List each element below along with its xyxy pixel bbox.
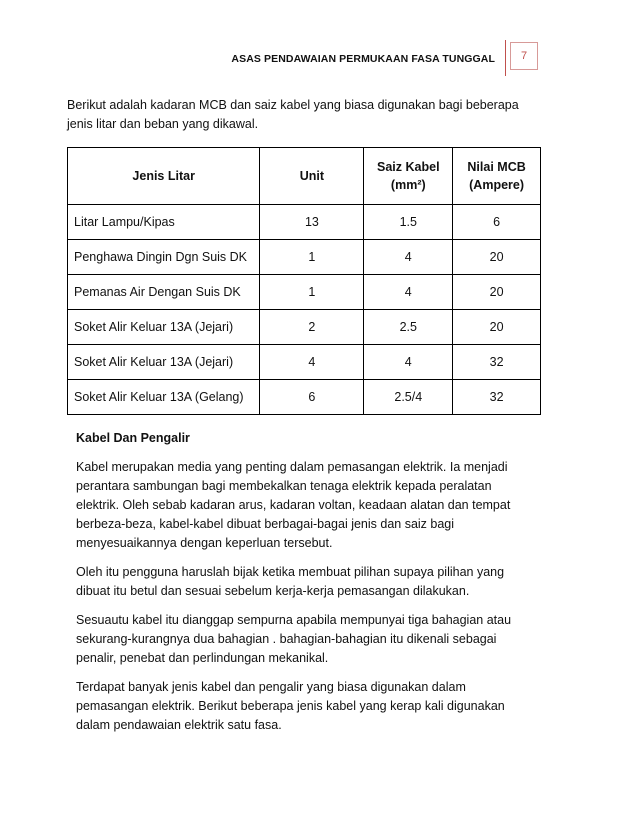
cell-unit: 1 bbox=[260, 275, 364, 310]
section-paragraph: Oleh itu pengguna haruslah bijak ketika membuat pilihan supaya pilihan yang dibuat itu betul dan sesuai sebelum kerja-kerja pemasangan dilakukan. bbox=[76, 565, 505, 598]
cell-unit: 2 bbox=[260, 310, 364, 345]
kabel-section bbox=[76, 429, 536, 745]
page-header bbox=[0, 0, 638, 80]
page-number: 7 bbox=[510, 42, 538, 70]
section-paragraph: Kabel merupakan media yang penting dalam pemasangan elektrik. Ia menjadi perantara sambungan bagi membekalkan tenaga elektrik kepada peralatan elektrik. Oleh sebab kadaran arus, kadaran voltan, keadaan alatan dan tempat berbeza-beza, kabel-kabel dibuat berbagai-bagai jenis dan saiz bagi menyesuaikannya dengan keperluan tersebut. bbox=[76, 460, 511, 550]
cell-jenis-litar: Soket Alir Keluar 13A (Jejari) bbox=[68, 310, 260, 345]
cell-unit: 1 bbox=[260, 240, 364, 275]
section-heading: Kabel Dan Pengalir bbox=[76, 431, 190, 445]
cell-jenis-litar: Soket Alir Keluar 13A (Gelang) bbox=[68, 380, 260, 415]
cell-nilai-mcb: 20 bbox=[453, 310, 541, 345]
table-row bbox=[68, 240, 541, 275]
intro-paragraph: Berikut adalah kadaran MCB dan saiz kabel yang biasa digunakan bagi beberapa jenis litar dan beban yang dikawal. bbox=[67, 98, 519, 131]
cell-nilai-mcb: 20 bbox=[453, 240, 541, 275]
cell-nilai-mcb: 20 bbox=[453, 275, 541, 310]
cell-unit: 4 bbox=[260, 345, 364, 380]
table-row bbox=[68, 380, 541, 415]
table-row bbox=[68, 310, 541, 345]
section-paragraph: Sesuautu kabel itu dianggap sempurna apabila mempunyai tiga bahagian atau sekurang-kurangnya dua bahagian . bahagian-bahagian itu dikenali sebagai penalir, penebat dan perlindungan mekanikal. bbox=[76, 613, 512, 665]
table-row bbox=[68, 275, 541, 310]
cell-unit: 6 bbox=[260, 380, 364, 415]
cell-saiz-kabel: 4 bbox=[364, 345, 453, 380]
cell-saiz-kabel: 2.5/4 bbox=[364, 380, 453, 415]
table-header-row bbox=[68, 148, 541, 205]
col-header-unit: Unit bbox=[260, 148, 364, 205]
cell-nilai-mcb: 32 bbox=[453, 380, 541, 415]
table-row bbox=[68, 345, 541, 380]
col-header-jenis-litar: Jenis Litar bbox=[68, 148, 260, 205]
cell-saiz-kabel: 4 bbox=[364, 240, 453, 275]
header-divider bbox=[505, 40, 506, 76]
cell-jenis-litar: Soket Alir Keluar 13A (Jejari) bbox=[68, 345, 260, 380]
mcb-cable-table bbox=[67, 147, 541, 415]
cell-saiz-kabel: 2.5 bbox=[364, 310, 453, 345]
cell-unit: 13 bbox=[260, 205, 364, 240]
cell-jenis-litar: Penghawa Dingin Dgn Suis DK bbox=[68, 240, 260, 275]
cell-jenis-litar: Litar Lampu/Kipas bbox=[68, 205, 260, 240]
col-header-nilai-mcb: Nilai MCB (Ampere) bbox=[453, 148, 541, 205]
header-title: ASAS PENDAWAIAN PERMUKAAN FASA TUNGGAL bbox=[231, 53, 495, 65]
cell-nilai-mcb: 32 bbox=[453, 345, 541, 380]
table-row bbox=[68, 205, 541, 240]
cell-nilai-mcb: 6 bbox=[453, 205, 541, 240]
cell-saiz-kabel: 4 bbox=[364, 275, 453, 310]
cell-saiz-kabel: 1.5 bbox=[364, 205, 453, 240]
col-header-saiz-kabel: Saiz Kabel (mm²) bbox=[364, 148, 453, 205]
cell-jenis-litar: Pemanas Air Dengan Suis DK bbox=[68, 275, 260, 310]
section-paragraph: Terdapat banyak jenis kabel dan pengalir yang biasa digunakan dalam pemasangan elektrik. Berikut beberapa jenis kabel yang kerap kali digunakan dalam pendawaian elektrik satu fasa. bbox=[76, 680, 505, 732]
